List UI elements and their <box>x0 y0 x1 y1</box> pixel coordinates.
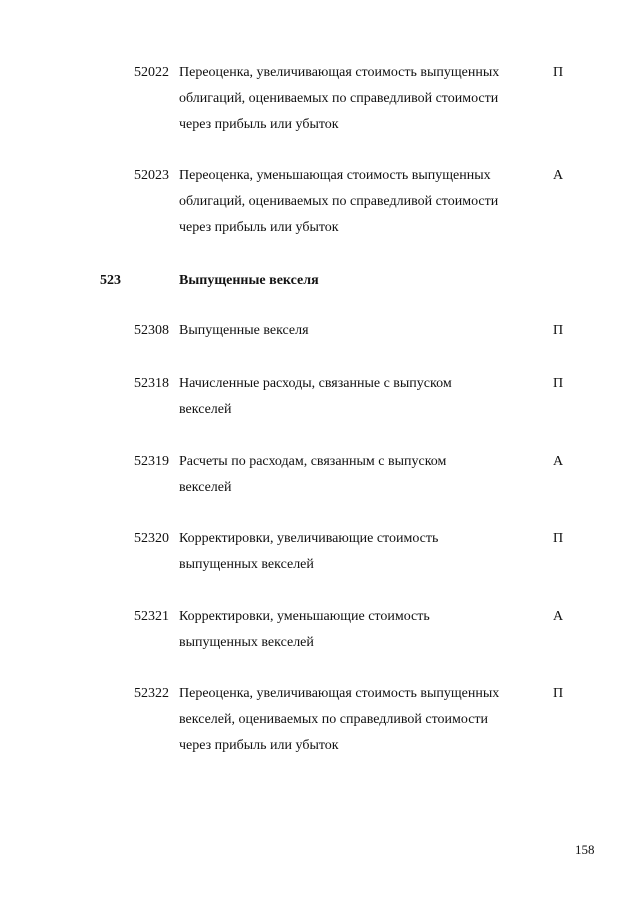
account-type: А <box>553 609 564 624</box>
description-line: выпущенных векселей <box>179 557 314 572</box>
description-line: векселей <box>179 402 232 417</box>
account-code: 52023 <box>134 168 169 183</box>
account-code: 52022 <box>134 65 169 80</box>
account-type: П <box>553 376 564 391</box>
account-code: 52319 <box>134 454 169 469</box>
description-line: через прибыль или убыток <box>179 220 339 235</box>
account-type: П <box>553 686 564 701</box>
account-description <box>179 604 539 656</box>
account-description <box>179 526 539 578</box>
page-number: 158 <box>575 842 595 857</box>
account-description <box>179 60 539 138</box>
account-code: 52308 <box>134 323 169 338</box>
description-line: Начисленные расходы, связанные с выпуском <box>179 376 452 391</box>
description-line: облигаций, оцениваемых по справедливой стоимости <box>179 194 499 209</box>
description-line: Расчеты по расходам, связанным с выпуском <box>179 454 447 469</box>
description-line: выпущенных векселей <box>179 635 314 650</box>
account-code: 52320 <box>134 531 169 546</box>
description-line: Переоценка, уменьшающая стоимость выпущенных <box>179 168 491 183</box>
account-type: П <box>553 323 564 338</box>
account-type: П <box>553 65 564 80</box>
description-line: Корректировки, уменьшающие стоимость <box>179 609 430 624</box>
description-line: векселей <box>179 480 232 495</box>
account-type: А <box>553 454 564 469</box>
account-code: 52322 <box>134 686 169 701</box>
account-code: 52318 <box>134 376 169 391</box>
description-line: Корректировки, увеличивающие стоимость <box>179 531 439 546</box>
account-description <box>179 449 539 501</box>
account-type: П <box>553 531 564 546</box>
account-type: А <box>553 168 564 183</box>
description-line: через прибыль или убыток <box>179 738 339 753</box>
description-line: облигаций, оцениваемых по справедливой стоимости <box>179 91 499 106</box>
account-description <box>179 318 539 344</box>
account-code: 52321 <box>134 609 169 624</box>
description-line: через прибыль или убыток <box>179 117 339 132</box>
description-line: Выпущенные векселя <box>179 323 309 338</box>
account-description <box>179 371 539 423</box>
description-line: Переоценка, увеличивающая стоимость выпущенных <box>179 686 500 701</box>
description-line: векселей, оцениваемых по справедливой стоимости <box>179 712 489 727</box>
section-code: 523 <box>100 273 121 288</box>
section-title: Выпущенные векселя <box>179 273 319 288</box>
description-line: Переоценка, увеличивающая стоимость выпущенных <box>179 65 500 80</box>
account-description <box>179 681 539 759</box>
account-description <box>179 163 539 241</box>
